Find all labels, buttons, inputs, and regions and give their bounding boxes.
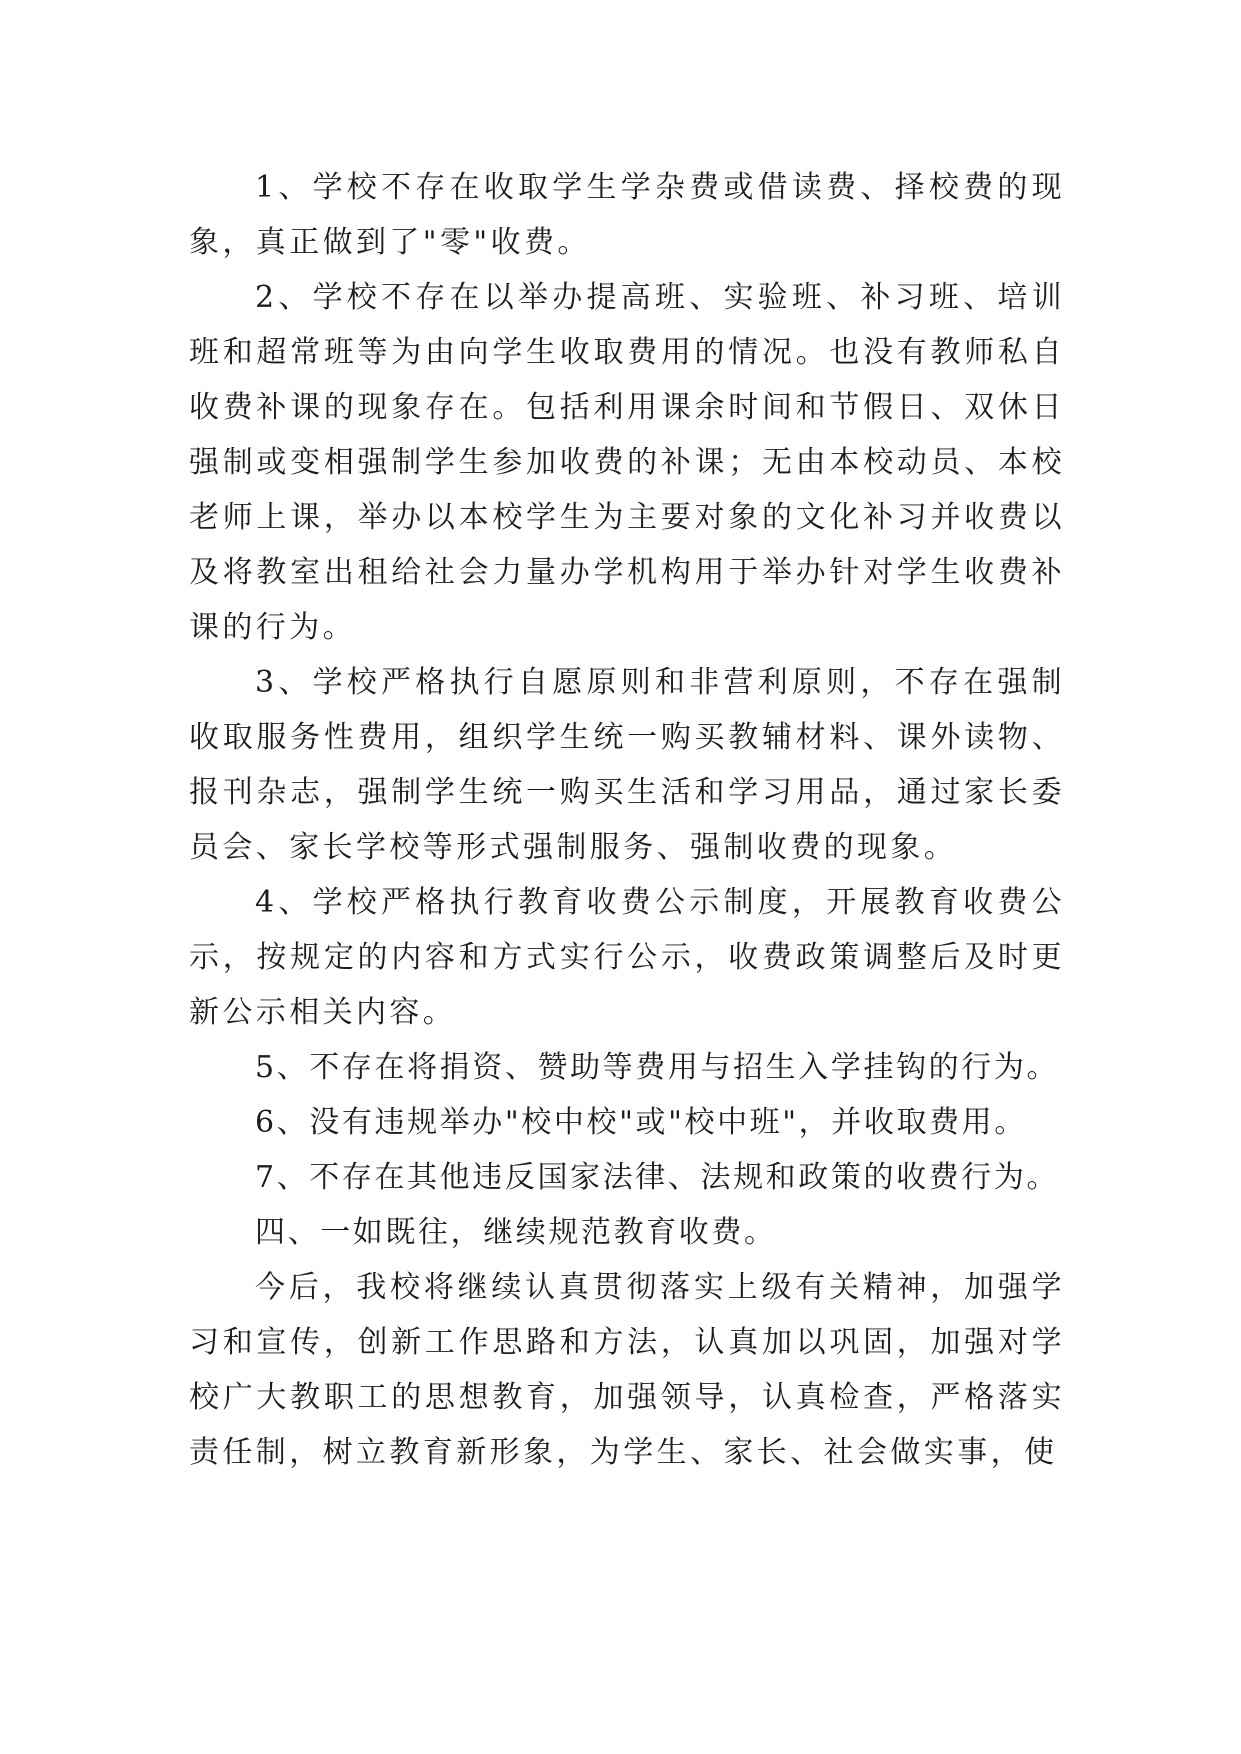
paragraph-item-7: 7、不存在其他违反国家法律、法规和政策的收费行为。 [255, 1160, 1060, 1195]
paragraph-conclusion: 今后，我校将继续认真贯彻落实上级有关精神，加强学习和宣传，创新工作思路和方法，认真加以巩固，加强对学校广大教职工的思想教育，加强领导，认真检查，严格落实责任制，树立教育新形象，为学生、家长、社会做实事，使 [189, 1270, 1065, 1470]
paragraph-item-6: 6、没有违规举办"校中校"或"校中班"，并收取费用。 [255, 1105, 1027, 1140]
paragraph-item-4: 4、学校严格执行教育收费公示制度，开展教育收费公示，按规定的内容和方式实行公示，收费政策调整后及时更新公示相关内容。 [189, 885, 1065, 1030]
paragraph-item-3: 3、学校严格执行自愿原则和非营利原则，不存在强制收取服务性费用，组织学生统一购买教辅材料、课外读物、报刊杂志，强制学生统一购买生活和学习用品，通过家长委员会、家长学校等形式强制服务、强制收费的现象。 [189, 665, 1065, 865]
document-body [189, 160, 1065, 1480]
paragraph-item-2: 2、学校不存在以举办提高班、实验班、补习班、培训班和超常班等为由向学生收取费用的情况。也没有教师私自收费补课的现象存在。包括利用课余时间和节假日、双休日强制或变相强制学生参加收费的补课；无由本校动员、本校老师上课，举办以本校学生为主要对象的文化补习并收费以及将教室出租给社会力量办学机构用于举办针对学生收费补课的行为。 [189, 280, 1065, 645]
paragraph-item-5: 5、不存在将捐资、赞助等费用与招生入学挂钩的行为。 [255, 1050, 1060, 1085]
section-heading-4: 四、一如既往，继续规范教育收费。 [255, 1215, 777, 1250]
paragraph-item-1: 1、学校不存在收取学生学杂费或借读费、择校费的现象，真正做到了"零"收费。 [189, 170, 1065, 260]
